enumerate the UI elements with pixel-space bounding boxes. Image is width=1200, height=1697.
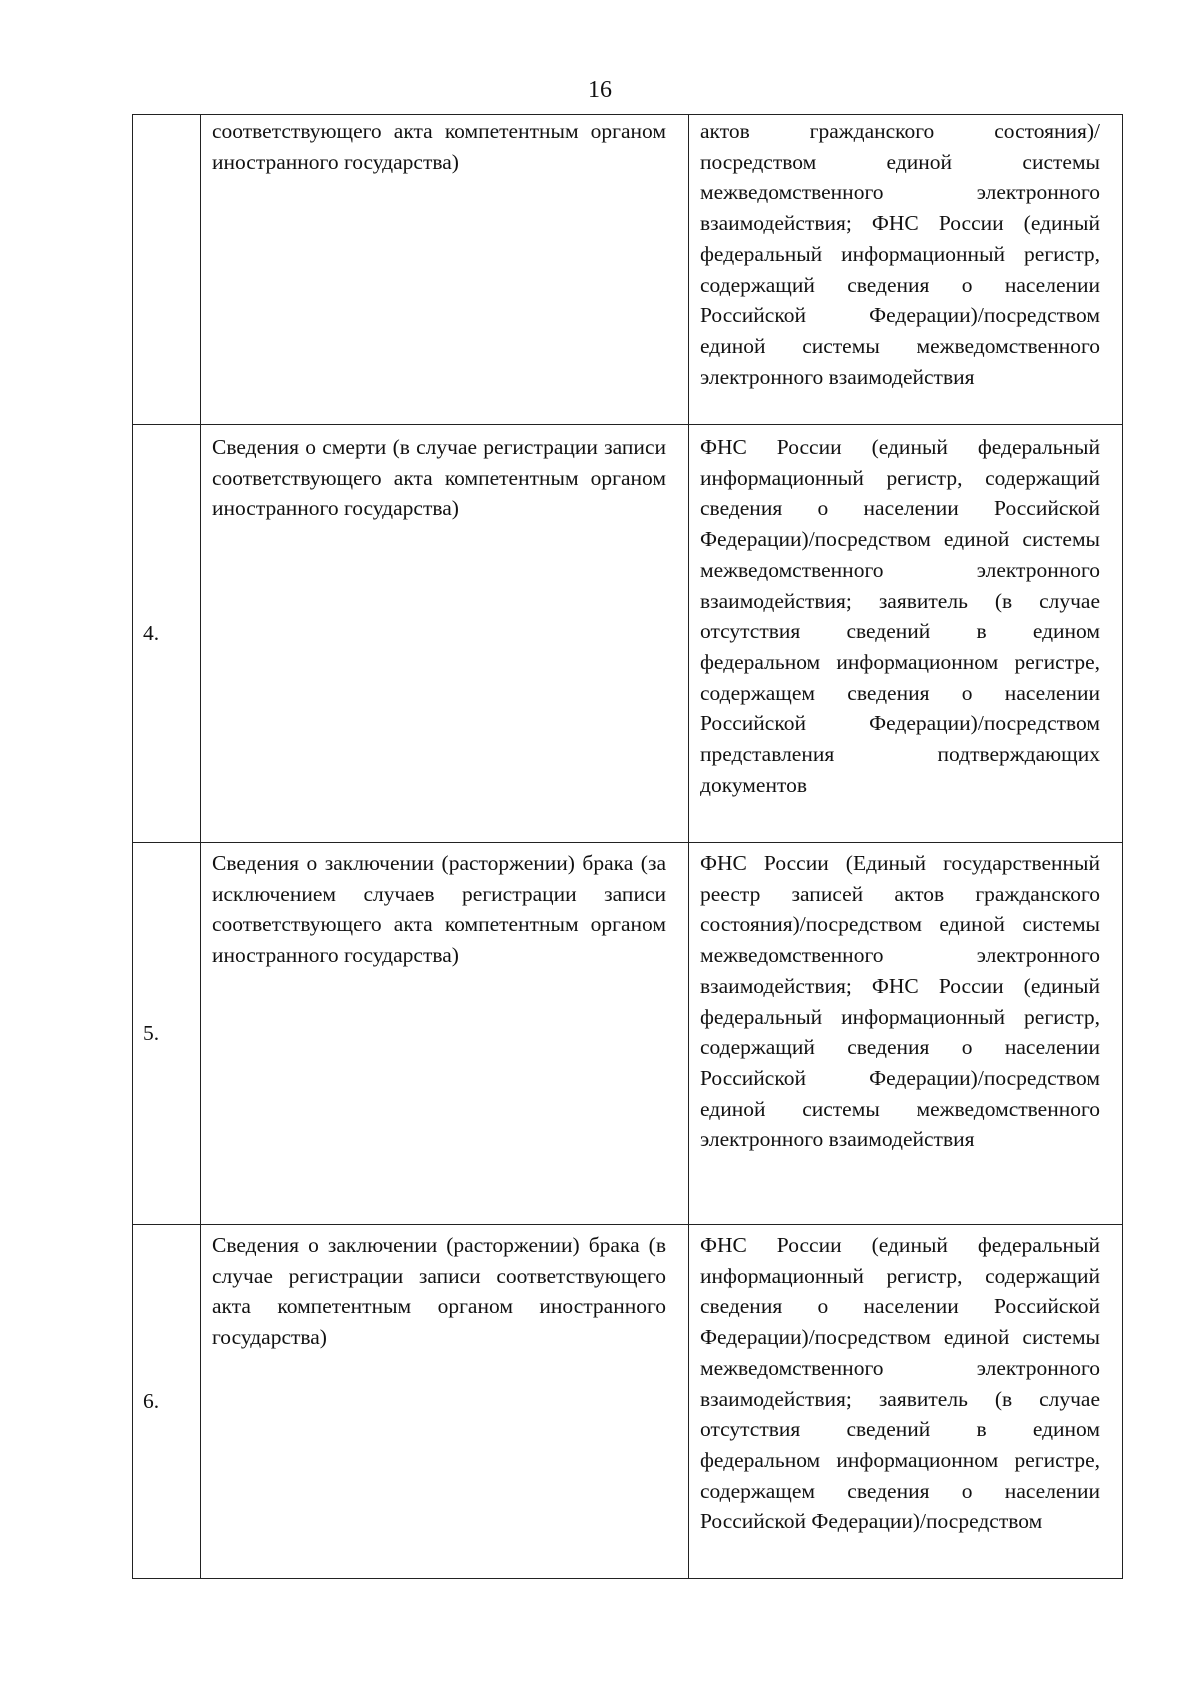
table-row <box>133 1225 1123 1579</box>
table-row <box>133 115 1123 425</box>
source-cell: ФНС России (Единый государственный реестр записей актов гражданского состояния)/посредством единой системы межведомственного электронного взаимодействия; ФНС России (единый федеральный информационный регистр, содержащий сведения о населении Российской Федерации)/посредством единой системы межведомственного электронного взаимодействия <box>689 843 1123 1225</box>
source-cell: актов гражданского состояния)/посредством единой системы межведомственного электронного взаимодействия; ФНС России (единый федеральный информационный регистр, содержащий сведения о населении Российской Федерации)/посредством единой системы межведомственного электронного взаимодействия <box>689 115 1123 425</box>
source-cell: ФНС России (единый федеральный информационный регистр, содержащий сведения о населении Российской Федерации)/посредством единой системы межведомственного электронного взаимодействия; заявитель (в случае отсутствия сведений в едином федеральном информационном регистре, содержащем сведения о населении Российской Федерации)/посредством <box>689 1225 1123 1579</box>
row-number-cell <box>133 115 201 425</box>
row-number-cell: 5. <box>133 843 201 1225</box>
services-table <box>132 114 1123 1579</box>
description-cell: соответствующего акта компетентным органом иностранного государства) <box>201 115 689 425</box>
description-cell: Сведения о заключении (расторжении) брака (в случае регистрации записи соответствующего акта компетентным органом иностранного государства) <box>201 1225 689 1579</box>
source-cell: ФНС России (единый федеральный информационный регистр, содержащий сведения о населении Российской Федерации)/посредством единой системы межведомственного электронного взаимодействия; заявитель (в случае отсутствия сведений в едином федеральном информационном регистре, содержащем сведения о населении Российской Федерации)/посредством представления подтверждающих документов <box>689 425 1123 843</box>
page-number: 16 <box>588 77 612 103</box>
description-cell: Сведения о заключении (расторжении) брака (за исключением случаев регистрации записи соответствующего акта компетентным органом иностранного государства) <box>201 843 689 1225</box>
table-row <box>133 425 1123 843</box>
description-cell: Сведения о смерти (в случае регистрации записи соответствующего акта компетентным органом иностранного государства) <box>201 425 689 843</box>
table-row <box>133 843 1123 1225</box>
row-number-cell: 4. <box>133 425 201 843</box>
row-number-cell: 6. <box>133 1225 201 1579</box>
